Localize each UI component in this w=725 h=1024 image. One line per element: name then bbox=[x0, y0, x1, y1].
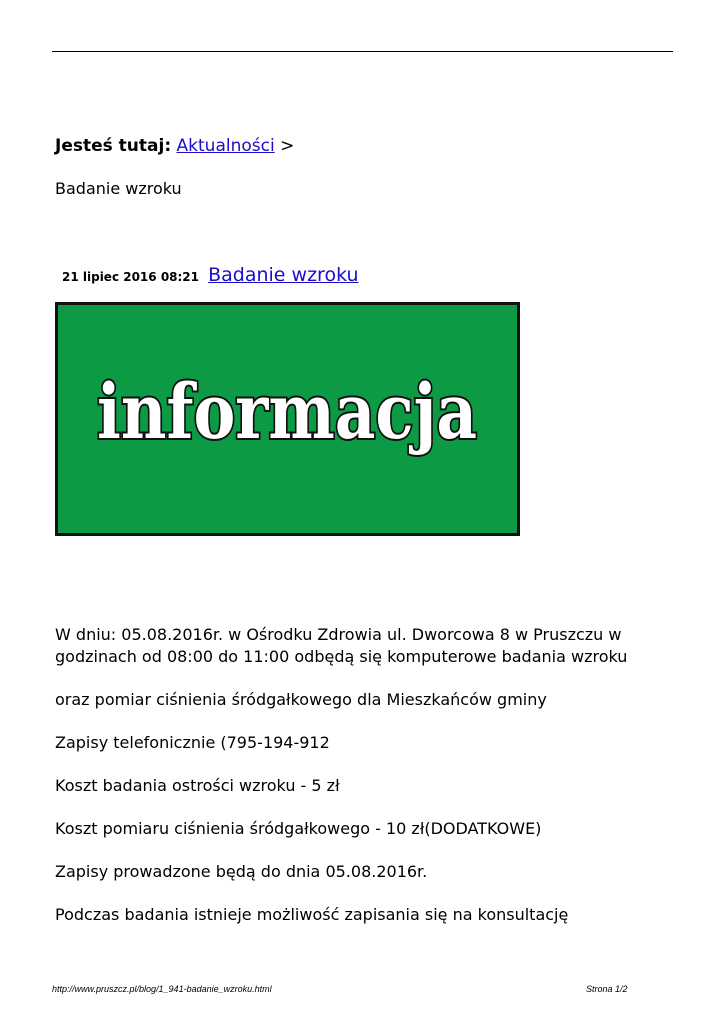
informacja-banner-image bbox=[55, 302, 520, 536]
article-paragraph: Zapisy telefonicznie (795-194-912 bbox=[55, 733, 330, 752]
article-paragraph: W dniu: 05.08.2016r. w Ośrodku Zdrowia ul. Dworcowa 8 w Pruszczu w godzinach od 08:00 do 11:00 odbędą się komputerowe badania wzroku bbox=[55, 625, 628, 666]
footer-page-number: Strona 1/2 bbox=[586, 984, 628, 994]
post-date: 21 lipiec 2016 08:21 bbox=[62, 270, 200, 284]
article-paragraph: Koszt pomiaru ciśnienia śródgałkowego - 10 zł(DODATKOWE) bbox=[55, 819, 542, 838]
page-title: Badanie wzroku bbox=[55, 179, 182, 198]
article-paragraph: Koszt badania ostrości wzroku - 5 zł bbox=[55, 776, 340, 795]
banner-text: informacja bbox=[97, 367, 477, 456]
breadcrumb-link-aktualnosci[interactable]: Aktualności bbox=[176, 136, 275, 156]
breadcrumb-label: Jesteś tutaj: bbox=[55, 136, 172, 156]
article-paragraph: oraz pomiar ciśnienia śródgałkowego dla Mieszkańców gminy bbox=[55, 690, 547, 709]
header-divider bbox=[52, 51, 673, 52]
article-body bbox=[55, 624, 680, 947]
footer-url: http://www.pruszcz.pl/blog/1_941-badanie_wzroku.html bbox=[52, 984, 272, 994]
post-title-link[interactable]: Badanie wzroku bbox=[208, 264, 359, 286]
breadcrumb bbox=[55, 135, 294, 157]
breadcrumb-separator: > bbox=[280, 136, 295, 156]
article-paragraph: Podczas badania istnieje możliwość zapisania się na konsultację bbox=[55, 905, 569, 924]
post-header bbox=[62, 264, 359, 286]
article-paragraph: Zapisy prowadzone będą do dnia 05.08.2016r. bbox=[55, 862, 428, 881]
